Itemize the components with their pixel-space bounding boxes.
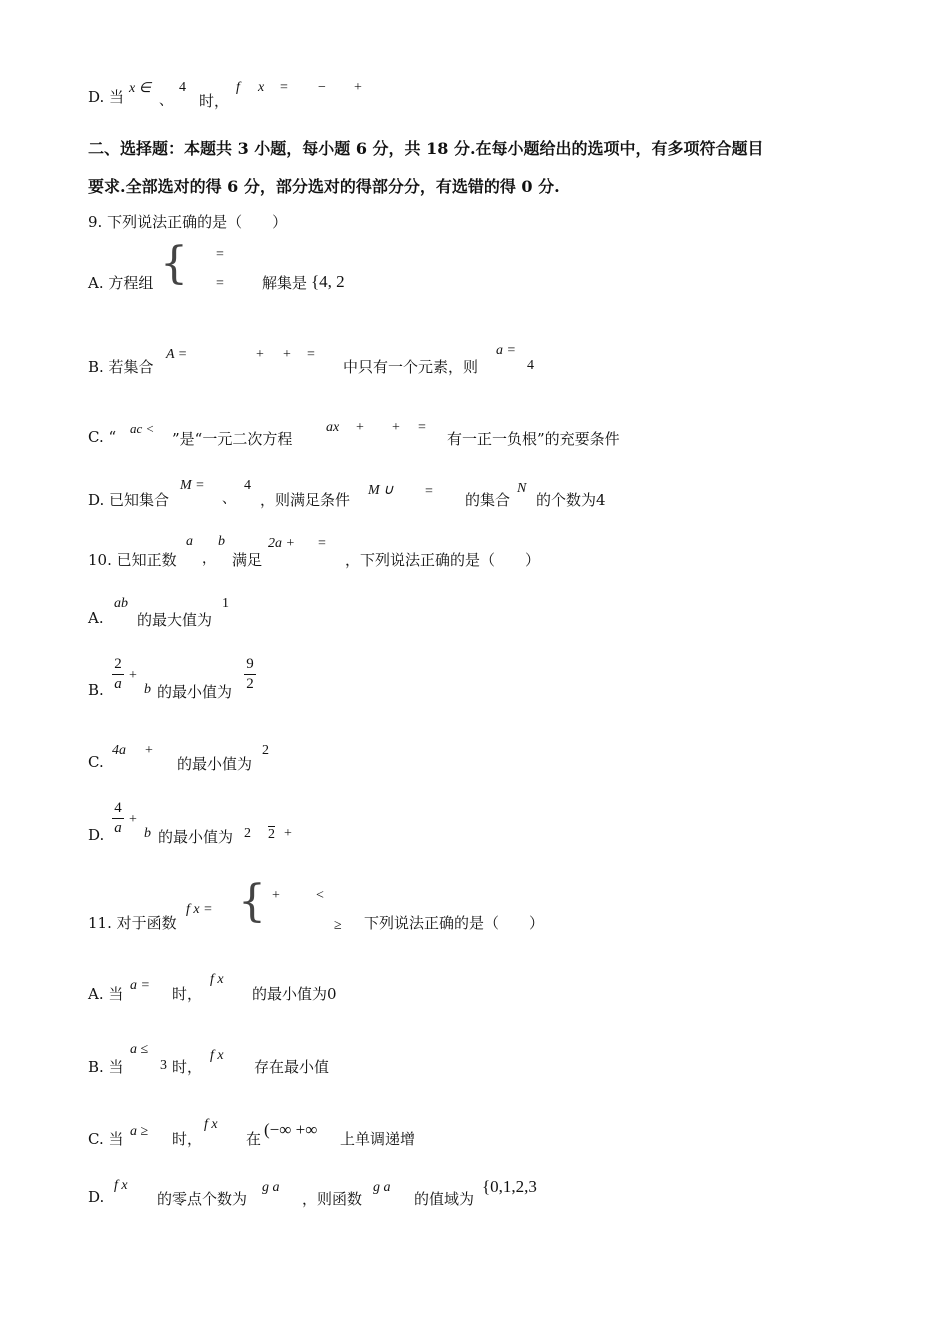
math-plus: + (256, 347, 264, 362)
math-4: 4 (179, 80, 186, 95)
option-d-q8 (88, 86, 124, 107)
math-1: 1 (222, 596, 229, 611)
q10-option-c-label: C. (88, 753, 104, 771)
q11-a-mid: 时， (172, 985, 203, 1003)
q9-c-tail: 有一正一负根”的充要条件 (447, 430, 620, 448)
math-f-x: f x (114, 1178, 128, 1193)
math-plus: + (284, 826, 292, 841)
math-f: f (236, 80, 240, 95)
math-lt: < (316, 888, 324, 903)
math-a-eq: a = (130, 978, 150, 993)
q9-d-end: 的个数为4 (536, 491, 606, 509)
section-heading-line1: 二、选择题：本题共 3 小题，每小题 6 分，共 18 分.在每小题给出的选项中，有多项符合题目 (88, 139, 764, 158)
math-f-x: f x (204, 1117, 218, 1132)
math-eq: = (280, 80, 288, 95)
math-ax: ax (326, 420, 340, 435)
q11-b-tail: 存在最小值 (254, 1058, 330, 1076)
q10-option-d-label: D. (88, 826, 105, 844)
q10-a-text: 的最大值为 (137, 611, 213, 629)
math-b: b (144, 682, 151, 697)
math-2a-plus: 2a + (268, 536, 295, 551)
math-4a: 4a (112, 743, 126, 758)
math-x: x (258, 80, 265, 95)
math-sqrt2: 2 (268, 827, 275, 842)
q9-option-a-label: A. 方程组 (88, 274, 154, 292)
math-eq2: = (216, 276, 224, 291)
math-a-eq: a = (496, 343, 516, 358)
math-a-le: a ≤ (130, 1042, 149, 1057)
q10-stem-a: 10. 已知正数 (88, 551, 177, 569)
fraction-2-over-a: 2 a (112, 656, 124, 693)
math-f-x: f x (210, 972, 224, 987)
q11-b-mid: 时， (172, 1058, 203, 1076)
math-b: b (144, 826, 151, 841)
math-g-a: g a (262, 1180, 280, 1195)
math-3: 3 (160, 1058, 167, 1073)
math-a-ge: a ≥ (130, 1124, 149, 1139)
math-eq1: = (216, 247, 224, 262)
q9-b-mid: 中只有一个元素，则 (343, 358, 479, 376)
math-plus: + (283, 347, 291, 362)
q11-c-tail: 上单调递增 (340, 1130, 416, 1148)
math-a: a (186, 534, 193, 549)
q9-c-mid: ”是“一元二次方程 (172, 430, 293, 448)
fraction-4-over-a: 4 a (112, 800, 124, 837)
q9-option-b-label: B. 若集合 (88, 358, 154, 376)
q11-d-t1: 的零点个数为 (157, 1190, 248, 1208)
q11-a-tail: 的最小值为0 (252, 985, 337, 1003)
brace-icon: { (160, 238, 188, 289)
math-2: 2 (244, 826, 251, 841)
math-g-a: g a (373, 1180, 391, 1195)
brace-icon: { (238, 876, 266, 927)
math-N: N (517, 481, 527, 496)
math-solution-set: {4, 2 (311, 272, 345, 291)
math-interval: (−∞ +∞ (264, 1120, 318, 1139)
math-b: b (218, 534, 225, 549)
q9-a-tail: 解集是 (262, 274, 308, 292)
q11-c-in: 在 (246, 1130, 262, 1148)
math-range-set: {0,1,2,3 (482, 1177, 537, 1196)
math-f-x: f x (210, 1048, 224, 1063)
q9-d-tail: 的集合 (465, 491, 511, 509)
q11-d-t3: 的值域为 (414, 1190, 475, 1208)
q9-d-mid: ，则满足条件 (260, 491, 351, 509)
math-ac-lt: ac < (130, 421, 155, 436)
q9-option-d-label: D. 已知集合 (88, 491, 170, 509)
fraction-9-over-2: 9 2 (244, 656, 256, 693)
math-4: 4 (527, 358, 534, 373)
q9-stem: 9. 下列说法正确的是（ ） (88, 213, 288, 231)
math-A-eq: A = (166, 347, 188, 362)
q10-b-text: 的最小值为 (157, 683, 233, 701)
q11-option-a-label: A. 当 (88, 985, 124, 1003)
q11-option-d-label: D. (88, 1188, 105, 1206)
math-minus: − (318, 80, 326, 95)
math-f-x-eq: f x = (186, 902, 213, 917)
math-2: 2 (262, 743, 269, 758)
when-text: 时， (199, 92, 230, 110)
q11-option-b-label: B. 当 (88, 1058, 124, 1076)
q10-d-text: 的最小值为 (158, 828, 234, 846)
q11-stem-b: 下列说法正确的是（ ） (364, 914, 545, 932)
q11-d-t2: ，则函数 (302, 1190, 363, 1208)
q10-stem-b: 满足 (232, 551, 263, 569)
math-ge: ≥ (334, 918, 342, 933)
q10-option-a-label: A. (88, 609, 104, 627)
q11-stem-a: 11. 对于函数 (88, 914, 177, 932)
q10-stem-c: ，下列说法正确的是（ ） (345, 551, 541, 569)
q11-option-c-label: C. 当 (88, 1130, 124, 1148)
math-ab: ab (114, 596, 128, 611)
option-label: D. 当 (88, 88, 125, 106)
math-plus: + (354, 80, 362, 95)
math-4: 4 (244, 478, 251, 493)
q10-c-text: 的最小值为 (177, 755, 253, 773)
q9-option-c-label: C. “ (88, 428, 117, 446)
math-M-eq: M = (180, 478, 205, 493)
math-M-union: M ∪ (368, 483, 394, 498)
math-comma: 、 (159, 94, 173, 109)
q11-c-mid: 时， (172, 1130, 203, 1148)
q10-option-b-label: B. (88, 681, 104, 699)
section-heading-line2: 要求.全部选对的得 6 分，部分选对的得部分分，有选错的得 0 分. (88, 177, 560, 196)
math-x-in: x ∈ (129, 81, 151, 96)
